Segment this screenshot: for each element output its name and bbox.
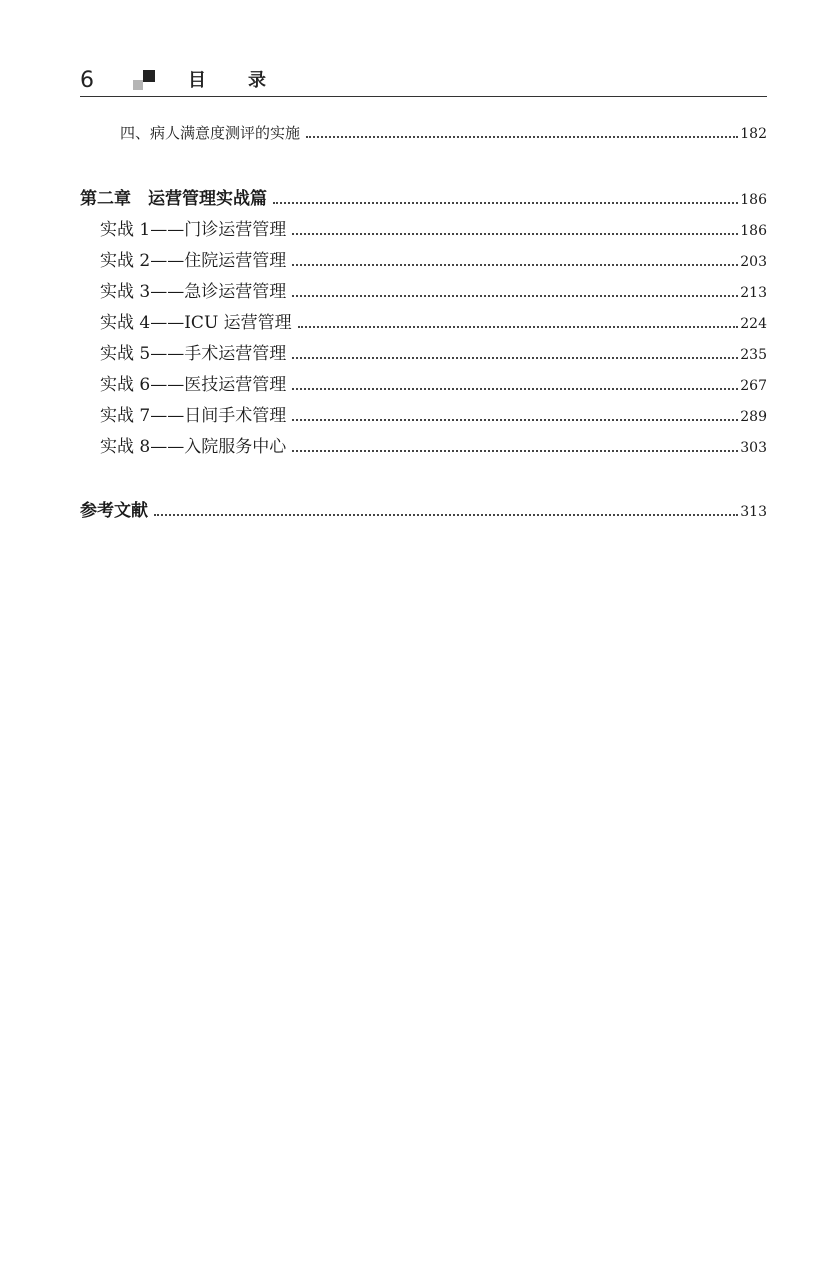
toc-entry-practice[interactable]	[100, 279, 767, 305]
page-number: 6	[80, 68, 94, 93]
toc-entry-practice[interactable]	[100, 372, 767, 398]
toc-entry-practice[interactable]	[100, 217, 767, 243]
toc-entry-practice[interactable]	[100, 310, 767, 336]
toc-entry-practice[interactable]	[100, 434, 767, 460]
toc-entry-page: 186	[740, 192, 767, 208]
toc-entry-practice[interactable]	[100, 341, 767, 367]
dot-leader	[154, 514, 738, 516]
toc-entry-page: 203	[740, 254, 767, 270]
dot-leader	[292, 419, 738, 421]
toc-entry-label: 四、病人满意度测评的实施	[120, 124, 301, 142]
dot-leader	[292, 388, 738, 390]
toc-entry-page: 313	[740, 504, 767, 520]
toc-entry-page: 267	[740, 378, 767, 394]
toc-entry-page: 182	[740, 126, 767, 142]
toc-entry-label: 实战 5——手术运营管理	[100, 344, 287, 364]
toc-entry-page: 235	[740, 347, 767, 363]
toc-entry-page: 289	[740, 409, 767, 425]
marker-light-square	[133, 80, 143, 90]
dot-leader	[292, 233, 738, 235]
dot-leader	[292, 264, 738, 266]
page-header	[80, 66, 767, 98]
header-rule	[80, 96, 767, 97]
toc-entry-practice[interactable]	[100, 403, 767, 429]
marker-dark-square	[143, 70, 155, 82]
toc-entry-label: 参考文献	[80, 501, 148, 521]
toc-entry-page: 213	[740, 285, 767, 301]
toc-entry-label: 实战 6——医技运营管理	[100, 375, 287, 395]
toc-entry-label: 实战 7——日间手术管理	[100, 406, 287, 426]
toc-entry-label: 实战 3——急诊运营管理	[100, 282, 287, 302]
toc-entry-label: 实战 2——住院运营管理	[100, 251, 287, 271]
section-title: 目录	[188, 70, 308, 91]
dot-leader	[292, 450, 738, 452]
toc-entry-practice[interactable]	[100, 248, 767, 274]
dot-leader	[306, 136, 738, 138]
toc-entry-label: 实战 8——入院服务中心	[100, 437, 287, 457]
dot-leader	[298, 326, 739, 328]
dot-leader	[292, 357, 738, 359]
toc-entry-label: 实战 4——ICU 运营管理	[100, 313, 292, 333]
toc-entry-subsection[interactable]	[120, 120, 767, 146]
toc-entry-chapter[interactable]	[80, 186, 767, 212]
toc-entry-label: 第二章 运营管理实战篇	[80, 189, 267, 209]
toc-entry-page: 303	[740, 440, 767, 456]
toc-entry-references[interactable]	[80, 498, 767, 524]
toc-entry-page: 186	[740, 223, 767, 239]
section-marker-icon	[133, 70, 155, 92]
toc-entry-label: 实战 1——门诊运营管理	[100, 220, 287, 240]
dot-leader	[292, 295, 738, 297]
dot-leader	[273, 202, 738, 204]
toc-entry-page: 224	[740, 316, 767, 332]
